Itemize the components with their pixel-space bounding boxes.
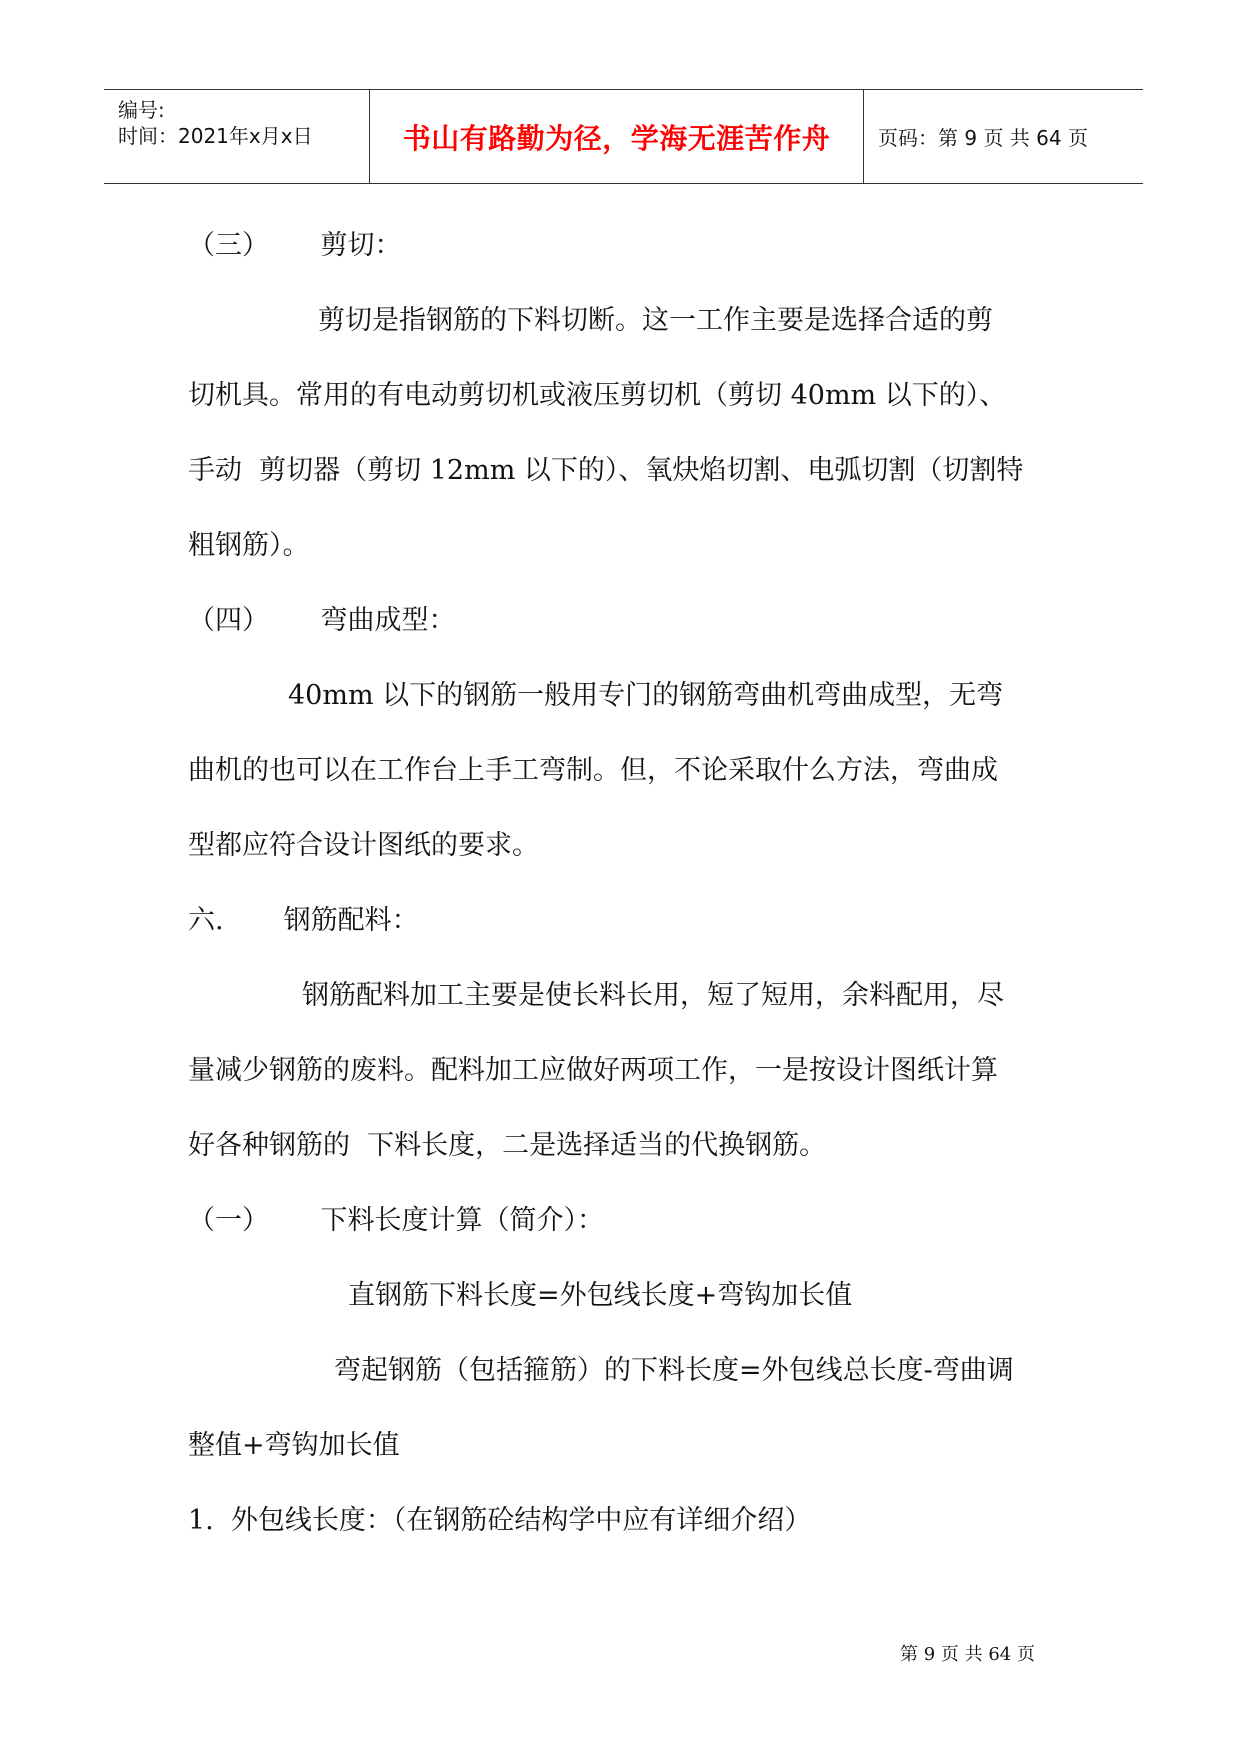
header-page-code: 页码：第 9 页 共 64 页 (878, 126, 1088, 150)
formula-line: 弯起钢筋（包括箍筋）的下料长度=外包线总长度-弯曲调 (334, 1355, 1014, 1386)
page-footer: 第 9 页 共 64 页 (900, 1644, 1035, 1665)
paragraph-line: 剪切是指钢筋的下料切断。这一工作主要是选择合适的剪 (318, 305, 993, 336)
paragraph-line: 手动 剪切器（剪切 12mm 以下的）、氧炔焰切割、电弧切割（切割特 (188, 455, 1024, 486)
header-motto-cell (370, 90, 864, 183)
section-heading-batching: 六. 钢筋配料： (188, 905, 419, 936)
paragraph-line: 好各种钢筋的 下料长度，二是选择适当的代换钢筋。 (188, 1130, 827, 1161)
paragraph-line: 切机具。常用的有电动剪切机或液压剪切机（剪切 40mm 以下的）、 (188, 380, 1007, 411)
paragraph-line: 曲机的也可以在工作台上手工弯制。但，不论采取什么方法，弯曲成 (188, 755, 998, 786)
paragraph-line: 钢筋配料加工主要是使长料长用，短了短用，余料配用，尽 (302, 980, 1004, 1011)
paragraph-line: 量减少钢筋的废料。配料加工应做好两项工作，一是按设计图纸计算 (188, 1055, 998, 1086)
paragraph-line: 40mm 以下的钢筋一般用专门的钢筋弯曲机弯曲成型，无弯 (288, 680, 1004, 711)
serial-number-label: 编号: (118, 98, 165, 122)
section-heading-length-calc: （一） 下料长度计算（简介）： (188, 1205, 604, 1236)
time-label: 时间：2021年x月x日 (118, 124, 313, 148)
section-heading-bending: （四） 弯曲成型： (188, 605, 456, 636)
list-item: 1. 外包线长度：（在钢筋砼结构学中应有详细介绍） (188, 1505, 812, 1536)
formula-line: 整值+弯钩加长值 (188, 1430, 400, 1461)
section-heading-cutting: （三） 剪切： (188, 230, 402, 261)
paragraph-line: 型都应符合设计图纸的要求。 (188, 830, 539, 861)
page-header (104, 89, 1143, 184)
header-page-cell (864, 90, 1143, 183)
formula-line: 直钢筋下料长度=外包线长度+弯钩加长值 (348, 1280, 853, 1311)
header-motto: 书山有路勤为径，学海无涯苦作舟 (402, 121, 831, 155)
header-meta-cell (104, 90, 370, 183)
paragraph-line: 粗钢筋）。 (188, 530, 310, 561)
